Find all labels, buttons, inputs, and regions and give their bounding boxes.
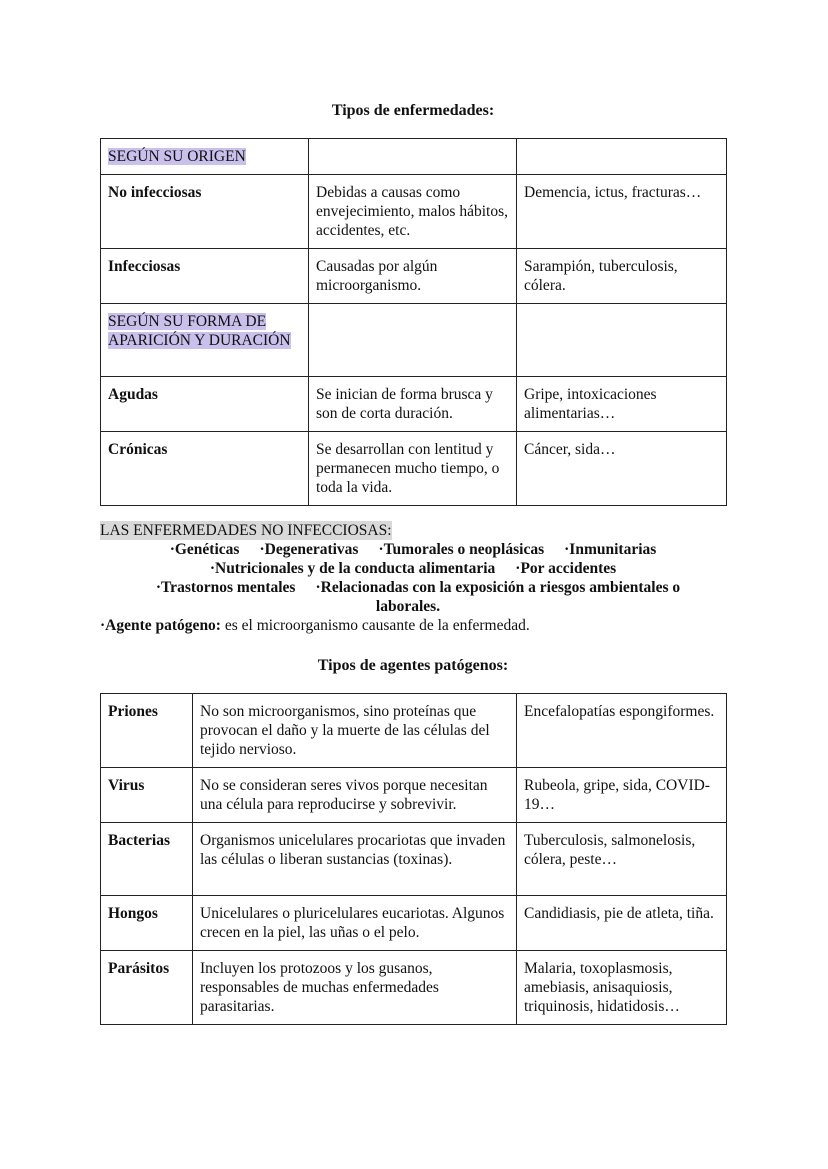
row-label: Hongos — [101, 896, 193, 951]
table-row — [101, 304, 727, 377]
row-description: Debidas a causas como envejecimiento, malos hábitos, accidentes, etc. — [309, 175, 517, 249]
row-label: Bacterias — [101, 823, 193, 896]
section-appearance: SEGÚN SU FORMA DE APARICIÓN Y DURACIÓN — [101, 304, 309, 377]
table-row — [101, 694, 727, 768]
table-row — [101, 823, 727, 896]
list-item: ·Relacionadas con la exposición a riesgos ambientales o laborales. — [315, 579, 681, 615]
row-label: Virus — [101, 768, 193, 823]
row-description: Incluyen los protozoos y los gusanos, responsables de muchas enfermedades parasitarias. — [193, 951, 517, 1025]
noninfectious-heading: LAS ENFERMEDADES NO INFECCIOSAS: — [100, 522, 392, 539]
noninfectious-list-line — [100, 559, 726, 578]
table-row — [101, 377, 727, 432]
table-row — [101, 139, 727, 175]
noninfectious-list-line — [100, 540, 726, 559]
definition-text: es el microorganismo causante de la enfermedad. — [220, 617, 530, 634]
row-description: No son microorganismos, sino proteínas que provocan el daño y la muerte de las células del tejido nervioso. — [193, 694, 517, 768]
table-row — [101, 175, 727, 249]
row-examples: Malaria, toxoplasmosis, amebiasis, anisaquiosis, triquinosis, hidatidosis… — [517, 951, 727, 1025]
list-item: ·Genéticas — [169, 541, 240, 558]
table-row — [101, 896, 727, 951]
row-description: Se desarrollan con lentitud y permanecen mucho tiempo, o toda la vida. — [309, 432, 517, 506]
section-origin: SEGÚN SU ORIGEN — [101, 139, 309, 175]
title-pathogen-types: Tipos de agentes patógenos: — [317, 657, 509, 674]
row-label: No infecciosas — [101, 175, 309, 249]
table-row — [101, 768, 727, 823]
noninfectious-list-line — [100, 578, 726, 616]
list-item: ·Degenerativas — [259, 541, 359, 558]
pathogen-definition — [100, 616, 726, 635]
table-row — [101, 951, 727, 1025]
list-item: ·Nutricionales y de la conducta alimentaria — [209, 560, 496, 577]
row-label: Infecciosas — [101, 249, 309, 304]
row-examples: Tuberculosis, salmonelosis, cólera, peste… — [517, 823, 727, 896]
row-examples: Rubeola, gripe, sida, COVID-19… — [517, 768, 727, 823]
row-description: Organismos unicelulares procariotas que invaden las células o liberan sustancias (toxinas). — [193, 823, 517, 896]
row-label: Agudas — [101, 377, 309, 432]
row-examples: Sarampión, tuberculosis, cólera. — [517, 249, 727, 304]
list-item: ·Por accidentes — [515, 560, 617, 577]
table-row — [101, 432, 727, 506]
row-description: Unicelulares o pluricelulares eucariotas. Algunos crecen en la piel, las uñas o el pelo. — [193, 896, 517, 951]
row-description: Causadas por algún microorganismo. — [309, 249, 517, 304]
row-description: No se consideran seres vivos porque necesitan una célula para reproducirse y sobrevivir. — [193, 768, 517, 823]
row-examples: Encefalopatías espongiformes. — [517, 694, 727, 768]
row-label: Crónicas — [101, 432, 309, 506]
list-item: ·Tumorales o neoplásicas — [378, 541, 545, 558]
noninfectious-section — [100, 521, 726, 635]
list-item: ·Trastornos mentales — [155, 579, 296, 596]
table-pathogen-types — [100, 693, 727, 1025]
row-examples: Demencia, ictus, fracturas… — [517, 175, 727, 249]
title-disease-types: Tipos de enfermedades: — [331, 102, 495, 119]
definition-term: ·Agente patógeno: — [100, 617, 221, 634]
row-examples: Gripe, intoxicaciones alimentarias… — [517, 377, 727, 432]
row-description: Se inician de forma brusca y son de corta duración. — [309, 377, 517, 432]
row-label: Priones — [101, 694, 193, 768]
row-examples: Cáncer, sida… — [517, 432, 727, 506]
row-label: Parásitos — [101, 951, 193, 1025]
table-disease-types — [100, 138, 727, 506]
table-row — [101, 249, 727, 304]
row-examples: Candidiasis, pie de atleta, tiña. — [517, 896, 727, 951]
list-item: ·Inmunitarias — [564, 541, 657, 558]
